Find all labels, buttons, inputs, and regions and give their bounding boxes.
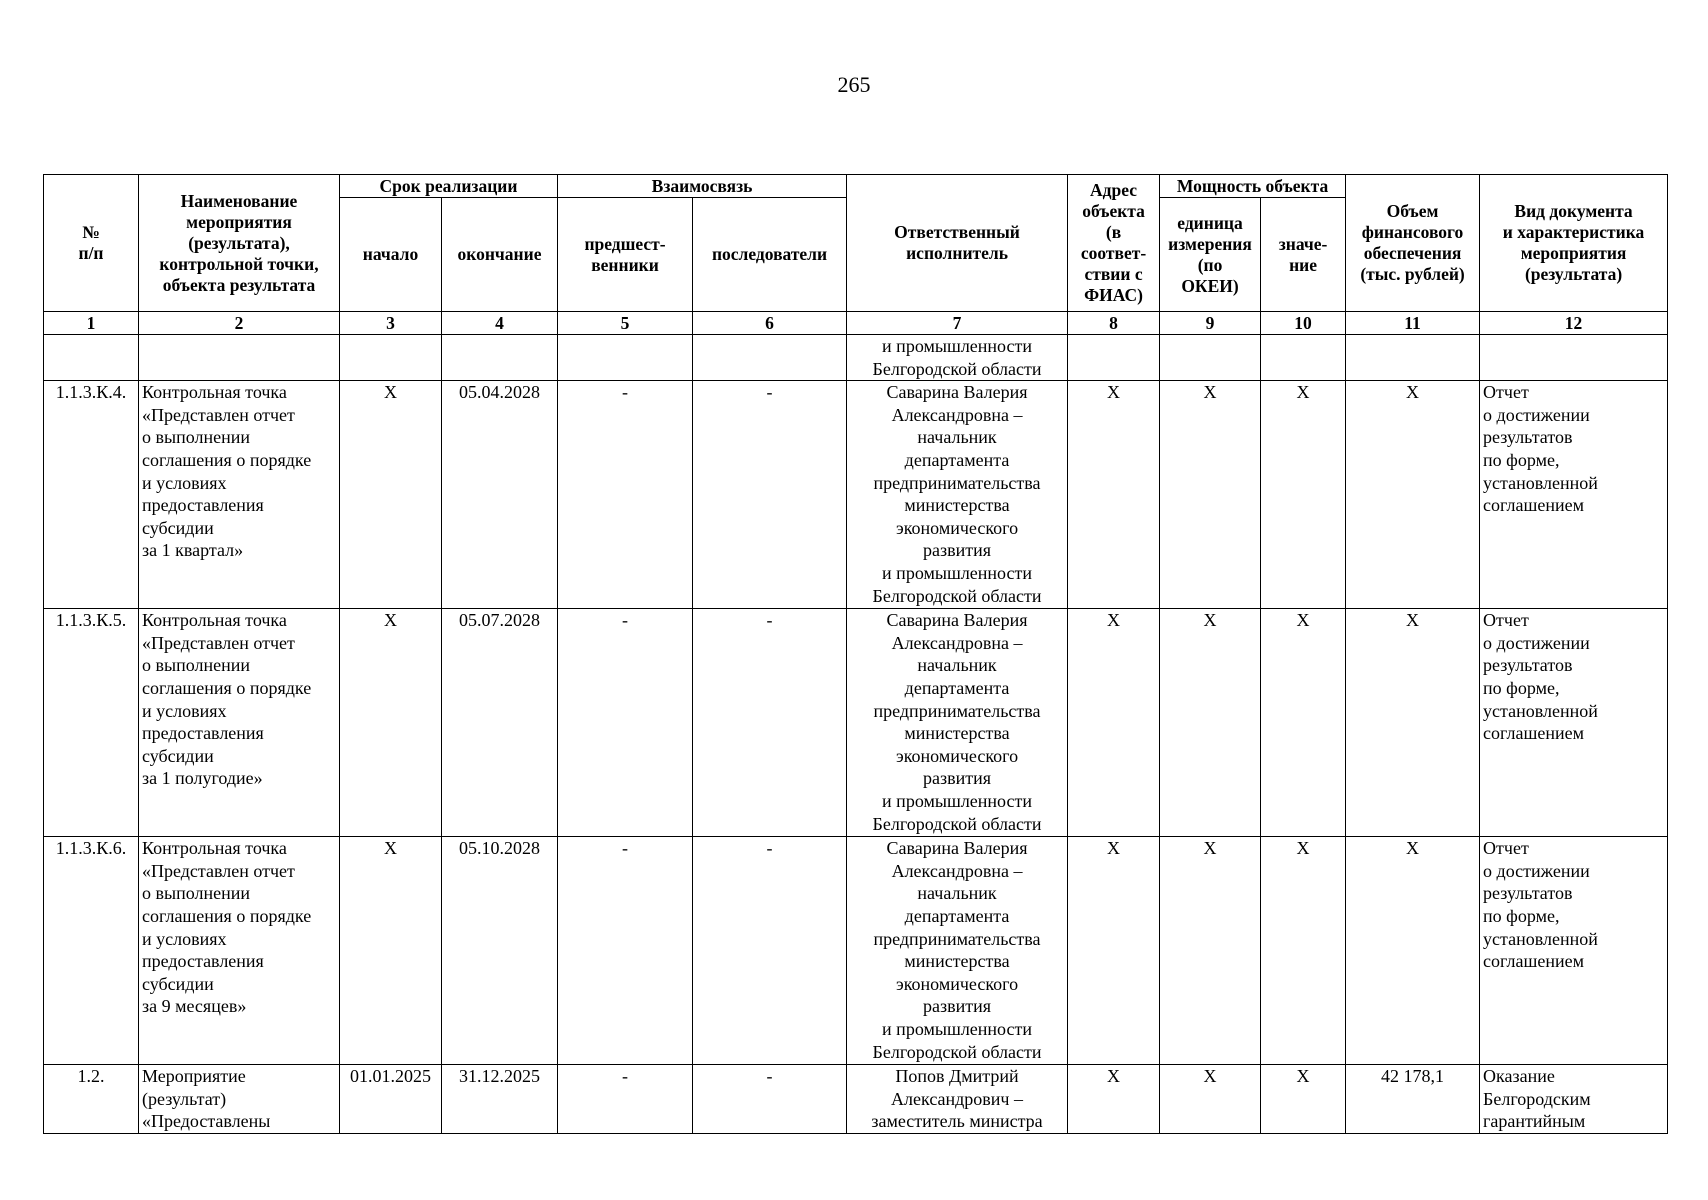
cell-responsible: Саварина Валерия Александровна – начальник департамента предпринимательства министерства экономического развития и промышленности Белгородской области xyxy=(847,381,1068,609)
cell-end: 05.04.2028 xyxy=(442,381,558,609)
column-number: 8 xyxy=(1068,312,1160,335)
cell-start: 01.01.2025 xyxy=(340,1065,442,1134)
column-number: 4 xyxy=(442,312,558,335)
cell-start: Х xyxy=(340,609,442,837)
cell-doc: Отчет о достижении результатов по форме, установленной соглашением xyxy=(1480,381,1668,609)
table-row-continuation xyxy=(44,335,1668,381)
table-row xyxy=(44,609,1668,837)
column-number: 9 xyxy=(1160,312,1261,335)
cell-responsible: Саварина Валерия Александровна – начальник департамента предпринимательства министерства экономического развития и промышленности Белгородской области xyxy=(847,609,1068,837)
cell-start: Х xyxy=(340,381,442,609)
page-number: 265 xyxy=(837,72,871,97)
cell-succ: - xyxy=(693,1065,847,1134)
cell-unit: Х xyxy=(1160,837,1261,1065)
cell-end: 05.07.2028 xyxy=(442,609,558,837)
header-num: № п/п xyxy=(44,175,139,312)
cell-responsible: Саварина Валерия Александровна – начальник департамента предпринимательства министерства экономического развития и промышленности Белгородской области xyxy=(847,837,1068,1065)
header-name: Наименование мероприятия (результата), контрольной точки, объекта результата xyxy=(139,175,340,312)
header-link-succ: последователи xyxy=(693,198,847,312)
cell-finance: Х xyxy=(1346,837,1480,1065)
cell-doc: Отчет о достижении результатов по форме, установленной соглашением xyxy=(1480,609,1668,837)
cell-num: 1.1.3.К.5. xyxy=(44,609,139,837)
cell-start: Х xyxy=(340,837,442,1065)
header-finance: Объем финансового обеспечения (тыс. рублей) xyxy=(1346,175,1480,312)
column-number: 1 xyxy=(44,312,139,335)
column-number: 5 xyxy=(558,312,693,335)
header-term-group: Срок реализации xyxy=(340,175,558,198)
header-link-group: Взаимосвязь xyxy=(558,175,847,198)
cell-address: Х xyxy=(1068,1065,1160,1134)
cell-pred: - xyxy=(558,1065,693,1134)
cell-name: Контрольная точка «Представлен отчет о выполнении соглашения о порядке и условиях предоставления субсидии за 1 полугодие» xyxy=(139,609,340,837)
cell-responsible: Попов Дмитрий Александрович – заместитель министра xyxy=(847,1065,1068,1134)
cell-name: Контрольная точка «Представлен отчет о выполнении соглашения о порядке и условиях предоставления субсидии за 1 квартал» xyxy=(139,381,340,609)
cell-succ: - xyxy=(693,837,847,1065)
cell-finance: Х xyxy=(1346,381,1480,609)
cell-value: Х xyxy=(1261,381,1346,609)
cell-value: Х xyxy=(1261,609,1346,837)
cell-unit: Х xyxy=(1160,381,1261,609)
column-number: 2 xyxy=(139,312,340,335)
column-number: 11 xyxy=(1346,312,1480,335)
table-row xyxy=(44,837,1668,1065)
cell-name: Контрольная точка «Представлен отчет о выполнении соглашения о порядке и условиях предоставления субсидии за 9 месяцев» xyxy=(139,837,340,1065)
cell-doc: Оказание Белгородским гарантийным xyxy=(1480,1065,1668,1134)
header-term-start: начало xyxy=(340,198,442,312)
cell-succ: - xyxy=(693,609,847,837)
cell-doc: Отчет о достижении результатов по форме, установленной соглашением xyxy=(1480,837,1668,1065)
cell-name: Мероприятие (результат) «Предоставлены xyxy=(139,1065,340,1134)
header-power-group: Мощность объекта xyxy=(1160,175,1346,198)
cell-value: Х xyxy=(1261,1065,1346,1134)
cell-end: 05.10.2028 xyxy=(442,837,558,1065)
cell-address: Х xyxy=(1068,837,1160,1065)
header-doc-type: Вид документа и характеристика мероприятия (результата) xyxy=(1480,175,1668,312)
cell-pred: - xyxy=(558,837,693,1065)
cell-num: 1.2. xyxy=(44,1065,139,1134)
header-term-end: окончание xyxy=(442,198,558,312)
column-number: 10 xyxy=(1261,312,1346,335)
cell-value: Х xyxy=(1261,837,1346,1065)
header-responsible: Ответственный исполнитель xyxy=(847,175,1068,312)
column-number: 12 xyxy=(1480,312,1668,335)
events-table xyxy=(43,174,1668,1134)
cell-finance: Х xyxy=(1346,609,1480,837)
header-power-value: значе- ние xyxy=(1261,198,1346,312)
cell-num: 1.1.3.К.6. xyxy=(44,837,139,1065)
header-power-unit: единица измерения (по ОКЕИ) xyxy=(1160,198,1261,312)
column-number: 7 xyxy=(847,312,1068,335)
column-number: 3 xyxy=(340,312,442,335)
cell-address: Х xyxy=(1068,609,1160,837)
cell-unit: Х xyxy=(1160,1065,1261,1134)
column-number: 6 xyxy=(693,312,847,335)
cell-end: 31.12.2025 xyxy=(442,1065,558,1134)
cell-unit: Х xyxy=(1160,609,1261,837)
cell-finance: 42 178,1 xyxy=(1346,1065,1480,1134)
header-link-pred: предшест- венники xyxy=(558,198,693,312)
cell-address: Х xyxy=(1068,381,1160,609)
cell-pred: - xyxy=(558,381,693,609)
cell-succ: - xyxy=(693,381,847,609)
table-row xyxy=(44,1065,1668,1134)
cell-responsible: и промышленности Белгородской области xyxy=(847,335,1068,381)
header-address: Адрес объекта (в соответ- ствии с ФИАС) xyxy=(1068,175,1160,312)
table-row xyxy=(44,381,1668,609)
cell-num: 1.1.3.К.4. xyxy=(44,381,139,609)
cell-pred: - xyxy=(558,609,693,837)
